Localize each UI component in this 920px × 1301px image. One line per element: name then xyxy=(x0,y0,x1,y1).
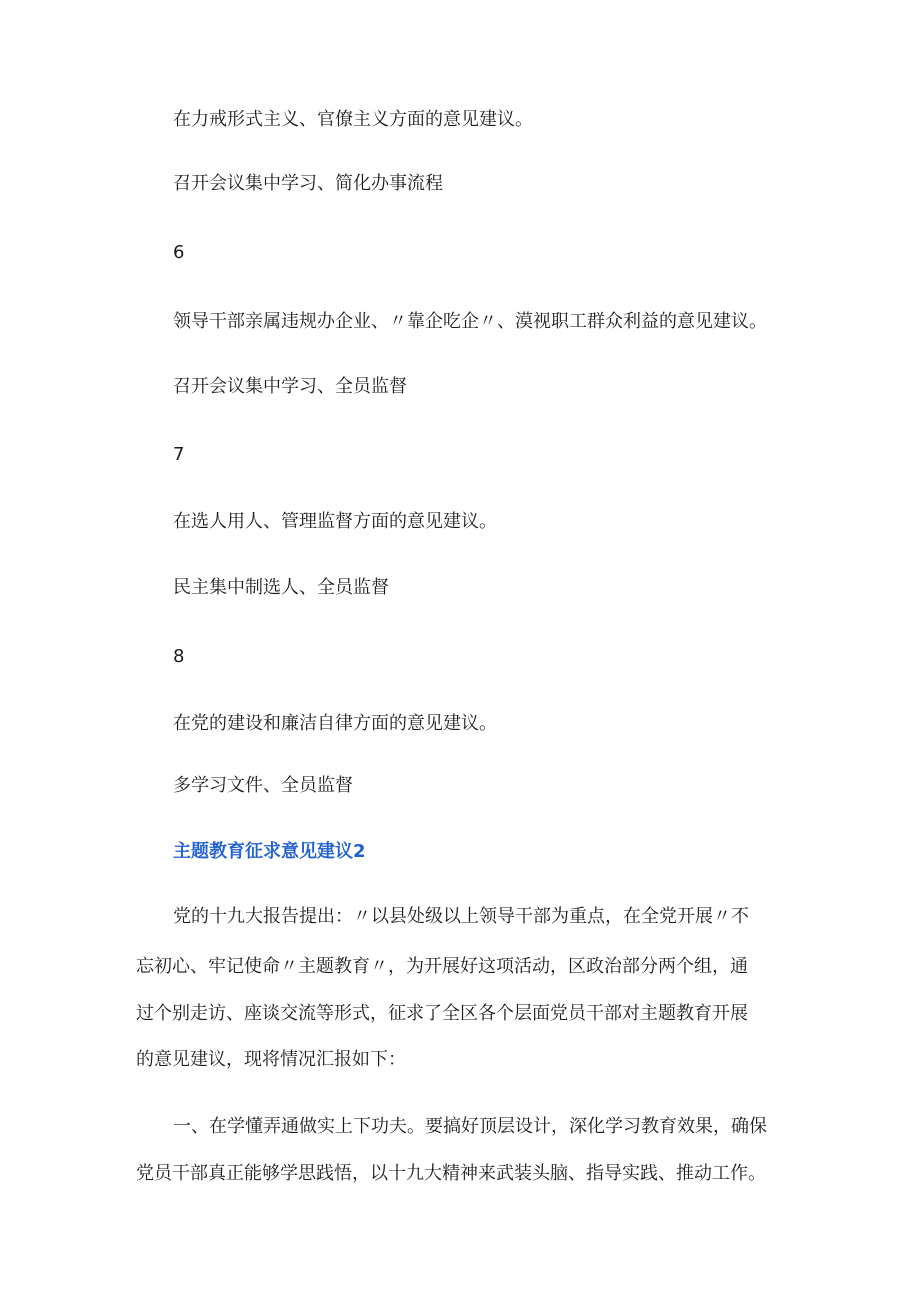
list-item-text: 民主集中制选人、全员监督 xyxy=(173,577,389,598)
list-item-text: 在力戒形式主义、官僚主义方面的意见建议。 xyxy=(173,109,533,130)
list-number: 7 xyxy=(173,444,185,465)
list-item-text: 召开会议集中学习、简化办事流程 xyxy=(173,173,443,194)
paragraph-line: 的意见建议，现将情况汇报如下： xyxy=(136,1049,406,1070)
list-item-text: 多学习文件、全员监督 xyxy=(173,775,353,796)
paragraph-line: 过个别走访、座谈交流等形式，征求了全区各个层面党员干部对主题教育开展 xyxy=(136,1003,748,1024)
list-item-text: 召开会议集中学习、全员监督 xyxy=(173,376,407,397)
list-item-text: 在选人用人、管理监督方面的意见建议。 xyxy=(173,511,497,532)
list-number: 8 xyxy=(173,646,185,667)
section-heading: 主题教育征求意见建议2 xyxy=(173,841,366,862)
list-item-text: 领导干部亲属违规办企业、〃靠企吃企〃、漠视职工群众利益的意见建议。 xyxy=(173,311,767,332)
paragraph-line: 忘初心、牢记使命〃主题教育〃，为开展好这项活动，区政治部分两个组，通 xyxy=(136,956,748,977)
paragraph-line: 一、在学懂弄通做实上下功夫。要搞好顶层设计，深化学习教育效果，确保 xyxy=(173,1116,767,1137)
paragraph-line: 党员干部真正能够学思践悟，以十九大精神来武装头脑、指导实践、推动工作。 xyxy=(136,1163,766,1184)
list-number: 6 xyxy=(173,242,185,263)
paragraph-line: 党的十九大报告提出：〃以县处级以上领导干部为重点，在全党开展〃不 xyxy=(173,906,749,927)
list-item-text: 在党的建设和廉洁自律方面的意见建议。 xyxy=(173,713,497,734)
